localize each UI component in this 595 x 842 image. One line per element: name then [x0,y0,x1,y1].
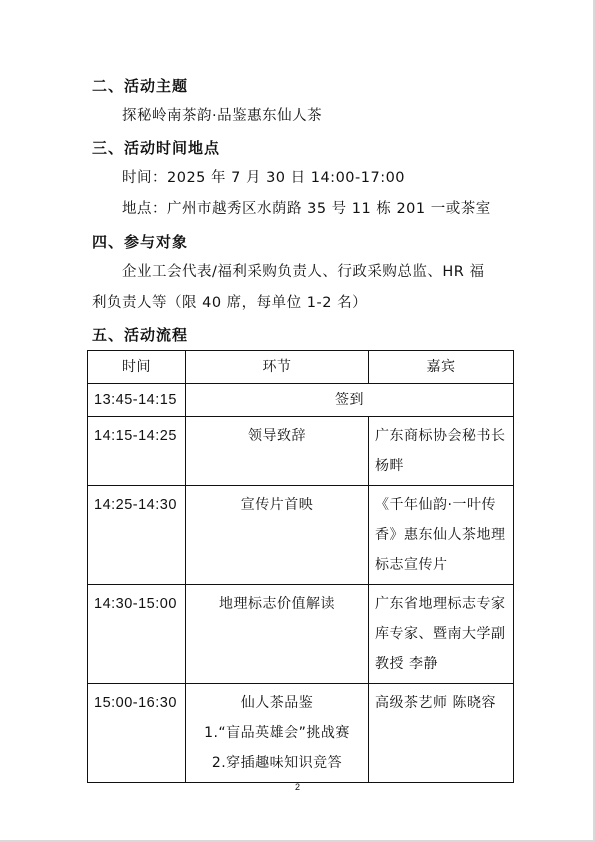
row-guest: 高级茶艺师 陈晓容 [369,684,514,783]
row-time: 13:45-14:15 [88,384,186,417]
row-time: 14:15-14:25 [88,417,186,486]
row-guest: 《千年仙韵·一叶传香》惠东仙人茶地理标志宣传片 [369,486,514,585]
row-time: 14:25-14:30 [88,486,186,585]
row-time: 14:30-15:00 [88,585,186,684]
row-session: 签到 [186,384,514,417]
event-place: 地点：广州市越秀区水荫路 35 号 11 栋 201 一或茶室 [122,201,491,217]
section-heading-audience: 四、参与对象 [92,233,189,251]
table-row [88,585,514,684]
row-guest: 广东商标协会秘书长 杨畔 [369,417,514,486]
table-row [88,417,514,486]
row-session: 领导致辞 [186,417,369,486]
table-row [88,486,514,585]
section-heading-theme: 二、活动主题 [92,77,189,95]
column-header-time: 时间 [88,351,186,384]
row-session-item: 1.“盲品英雄会”挑战赛 [204,725,350,741]
table-row [88,684,514,783]
row-time: 15:00-16:30 [88,684,186,783]
row-session: 仙人茶品鉴 [240,695,314,711]
row-session-item: 2.穿插趣味知识竞答 [211,755,343,771]
column-header-session: 环节 [186,351,369,384]
audience-line-2: 利负责人等（限 40 席，每单位 1-2 名） [92,295,368,311]
event-time: 时间：2025 年 7 月 30 日 14:00-17:00 [122,170,406,186]
table-header-row [88,351,514,384]
table-row [88,384,514,417]
page-number: 2 [294,782,300,792]
column-header-guest: 嘉宾 [369,351,514,384]
row-session: 宣传片首映 [186,486,369,585]
row-guest: 广东省地理标志专家库专家、暨南大学副教授 李静 [369,585,514,684]
row-session-cell [186,684,369,783]
section-heading-flow: 五、活动流程 [92,326,189,344]
theme-text: 探秘岭南茶韵·品鉴惠东仙人茶 [122,108,323,124]
row-session: 地理标志价值解读 [186,585,369,684]
schedule-table [87,350,514,783]
section-heading-time-place: 三、活动时间地点 [92,139,221,157]
audience-line-1: 企业工会代表/福利采购负责人、行政采购总监、HR 福 [122,264,485,280]
